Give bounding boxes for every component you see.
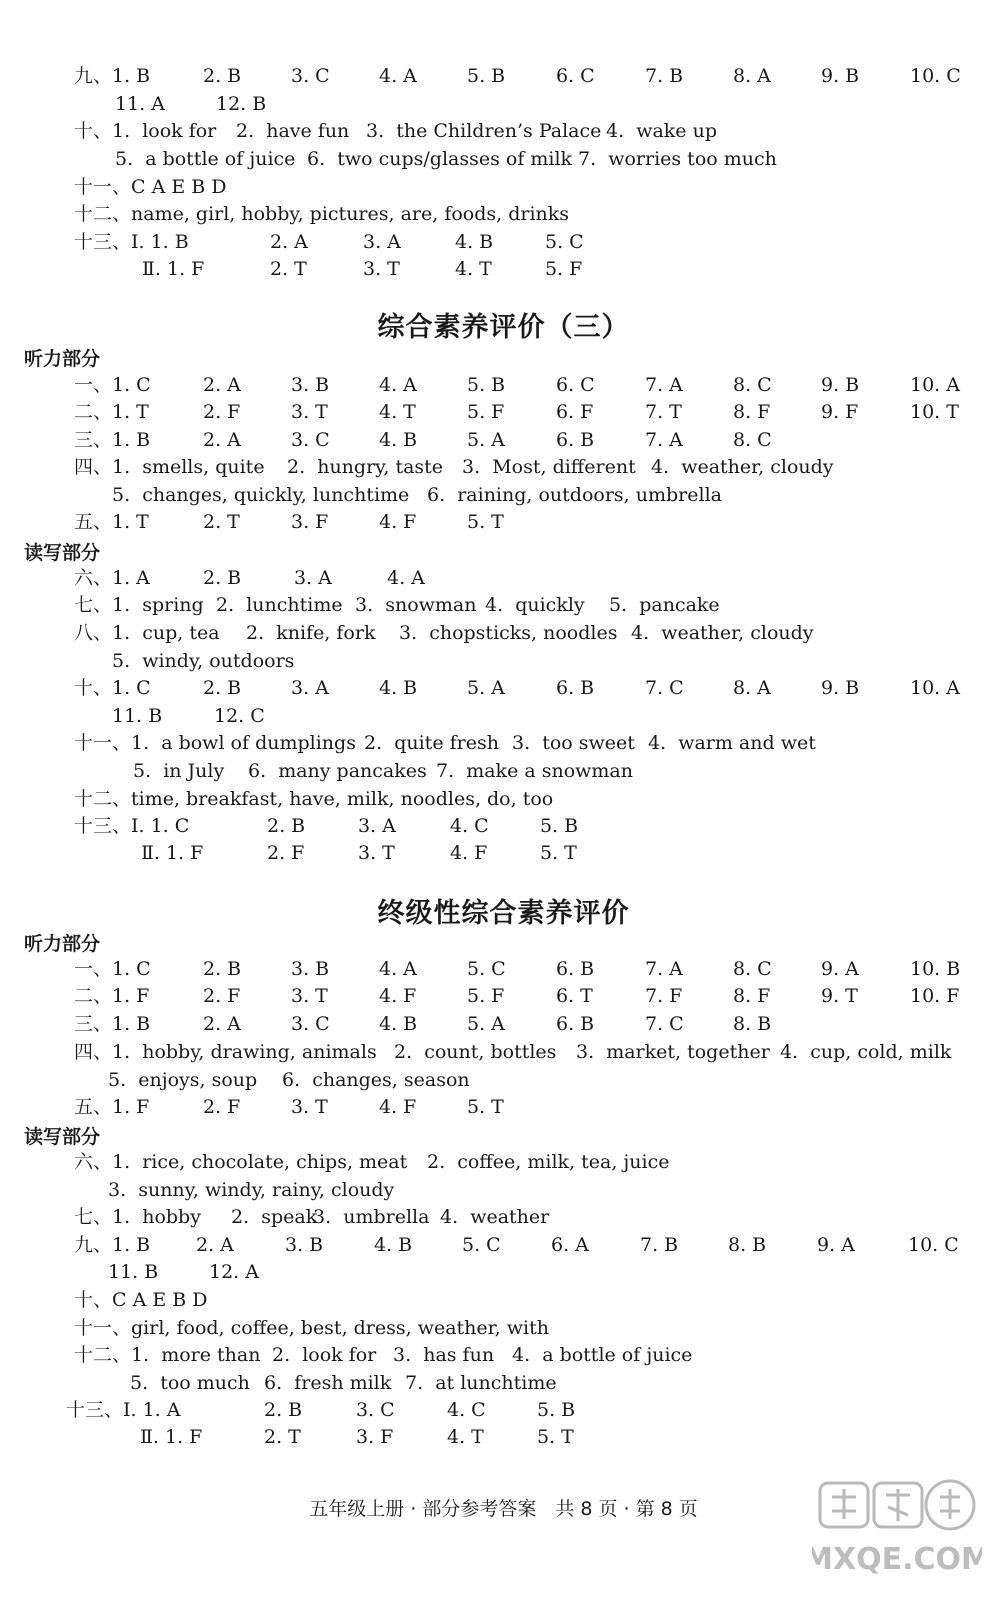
part-heading-listening: 听力部分	[24, 933, 101, 955]
answer-line: 5. too much 6. fresh milk 7. at lunchtime	[130, 1372, 557, 1394]
answer-line: 一、1. C 2. A 3. B 4. A 5. B 6. C 7. A 8. C 9. B 10. A	[74, 374, 960, 396]
answer-line: 十二、1. more than 2. look for 3. has fun 4. a bottle of juice	[74, 1344, 693, 1366]
answer-line: 11. B 12. C	[112, 705, 265, 727]
answer-line: 十三、Ⅰ. 1. B 2. A 3. A 4. B 5. C	[74, 231, 584, 253]
part-heading-listening: 听力部分	[24, 348, 101, 370]
answer-line: 六、1. A 2. B 3. A 4. A	[74, 567, 425, 589]
answer-line: 十、1. C 2. B 3. A 4. B 5. A 6. B 7. C 8. A 9. B 10. A	[74, 677, 960, 699]
answer-line: 十一、1. a bowl of dumplings 2. quite fresh 3. too sweet 4. warm and wet	[74, 732, 816, 754]
answer-line: 三、1. B 2. A 3. C 4. B 5. A 6. B 7. A 8. C	[74, 429, 772, 451]
answer-line: 5. changes, quickly, lunchtime 6. raining, outdoors, umbrella	[112, 484, 722, 506]
answer-line: 5. enjoys, soup 6. changes, season	[108, 1069, 470, 1091]
answer-line: 十一、C A E B D	[74, 176, 227, 198]
page-footer: 五年级上册 · 部分参考答案 共 8 页 · 第 8 页	[309, 1498, 698, 1520]
answer-line: 5. in July 6. many pancakes 7. make a snowman	[133, 760, 633, 782]
answer-line: Ⅱ. 1. F 2. T 3. F 4. T 5. T	[140, 1426, 574, 1448]
answer-line: 七、1. hobby 2. speak 3. umbrella 4. weather	[74, 1206, 550, 1228]
answer-line: 十一、girl, food, coffee, best, dress, weather, with	[74, 1317, 549, 1339]
answer-line: 十三、Ⅰ. 1. C 2. B 3. A 4. C 5. B	[74, 815, 579, 837]
answer-line: 5. windy, outdoors	[112, 650, 295, 672]
answer-line: 十、1. look for 2. have fun 3. the Children’s Palace 4. wake up	[74, 120, 717, 142]
answer-line: 十、C A E B D	[74, 1289, 208, 1311]
watermark-text: MXQE.COM	[812, 1542, 982, 1577]
answer-line: 11. A 12. B	[115, 93, 267, 115]
answer-line: 八、1. cup, tea 2. knife, fork 3. chopsticks, noodles 4. weather, cloudy	[74, 622, 814, 644]
answer-line: 七、1. spring 2. lunchtime 3. snowman 4. quickly 5. pancake	[74, 594, 720, 616]
part-heading-reading: 读写部分	[24, 1126, 101, 1148]
part-heading-reading: 读写部分	[24, 542, 101, 564]
answer-line: 九、1. B 2. A 3. B 4. B 5. C 6. A 7. B 8. B 9. A 10. C	[74, 1234, 959, 1256]
answer-line: 十三、Ⅰ. 1. A 2. B 3. C 4. C 5. B	[66, 1399, 576, 1421]
answer-line: 三、1. B 2. A 3. C 4. B 5. A 6. B 7. C 8. B	[74, 1013, 772, 1035]
answer-line: 十二、name, girl, hobby, pictures, are, foods, drinks	[74, 203, 570, 225]
answer-line: 11. B 12. A	[108, 1261, 259, 1283]
answer-line: 四、1. hobby, drawing, animals 2. count, bottles 3. market, together 4. cup, cold, milk	[74, 1041, 952, 1063]
answer-line: 九、1. B 2. B 3. C 4. A 5. B 6. C 7. B 8. A 9. B 10. C	[74, 65, 961, 87]
answer-line: 3. sunny, windy, rainy, cloudy	[108, 1179, 395, 1201]
answer-line: 5. a bottle of juice 6. two cups/glasses of milk 7. worries too much	[115, 148, 777, 170]
answer-line: 六、1. rice, chocolate, chips, meat 2. coffee, milk, tea, juice	[74, 1151, 670, 1173]
answer-line: 五、1. T 2. T 3. F 4. F 5. T	[74, 511, 504, 533]
answer-line: 一、1. C 2. B 3. B 4. A 5. C 6. B 7. A 8. C 9. A 10. B	[74, 958, 961, 980]
section-title: 终级性综合素养评价	[377, 898, 630, 929]
answer-line: 二、1. T 2. F 3. T 4. T 5. F 6. F 7. T 8. F 9. F 10. T	[74, 401, 959, 423]
answer-line: 五、1. F 2. F 3. T 4. F 5. T	[74, 1096, 504, 1118]
answer-site-logo-icon	[812, 1475, 982, 1585]
answer-line: Ⅱ. 1. F 2. F 3. T 4. F 5. T	[141, 842, 577, 864]
answer-line: 二、1. F 2. F 3. T 4. F 5. F 6. T 7. F 8. F 9. T 10. F	[74, 985, 960, 1007]
answer-line: 四、1. smells, quite 2. hungry, taste 3. Most, different 4. weather, cloudy	[74, 456, 834, 478]
section-title: 综合素养评价（三）	[377, 312, 630, 343]
answer-line: Ⅱ. 1. F 2. T 3. T 4. T 5. F	[142, 258, 583, 280]
answer-line: 十二、time, breakfast, have, milk, noodles, do, too	[74, 788, 554, 810]
